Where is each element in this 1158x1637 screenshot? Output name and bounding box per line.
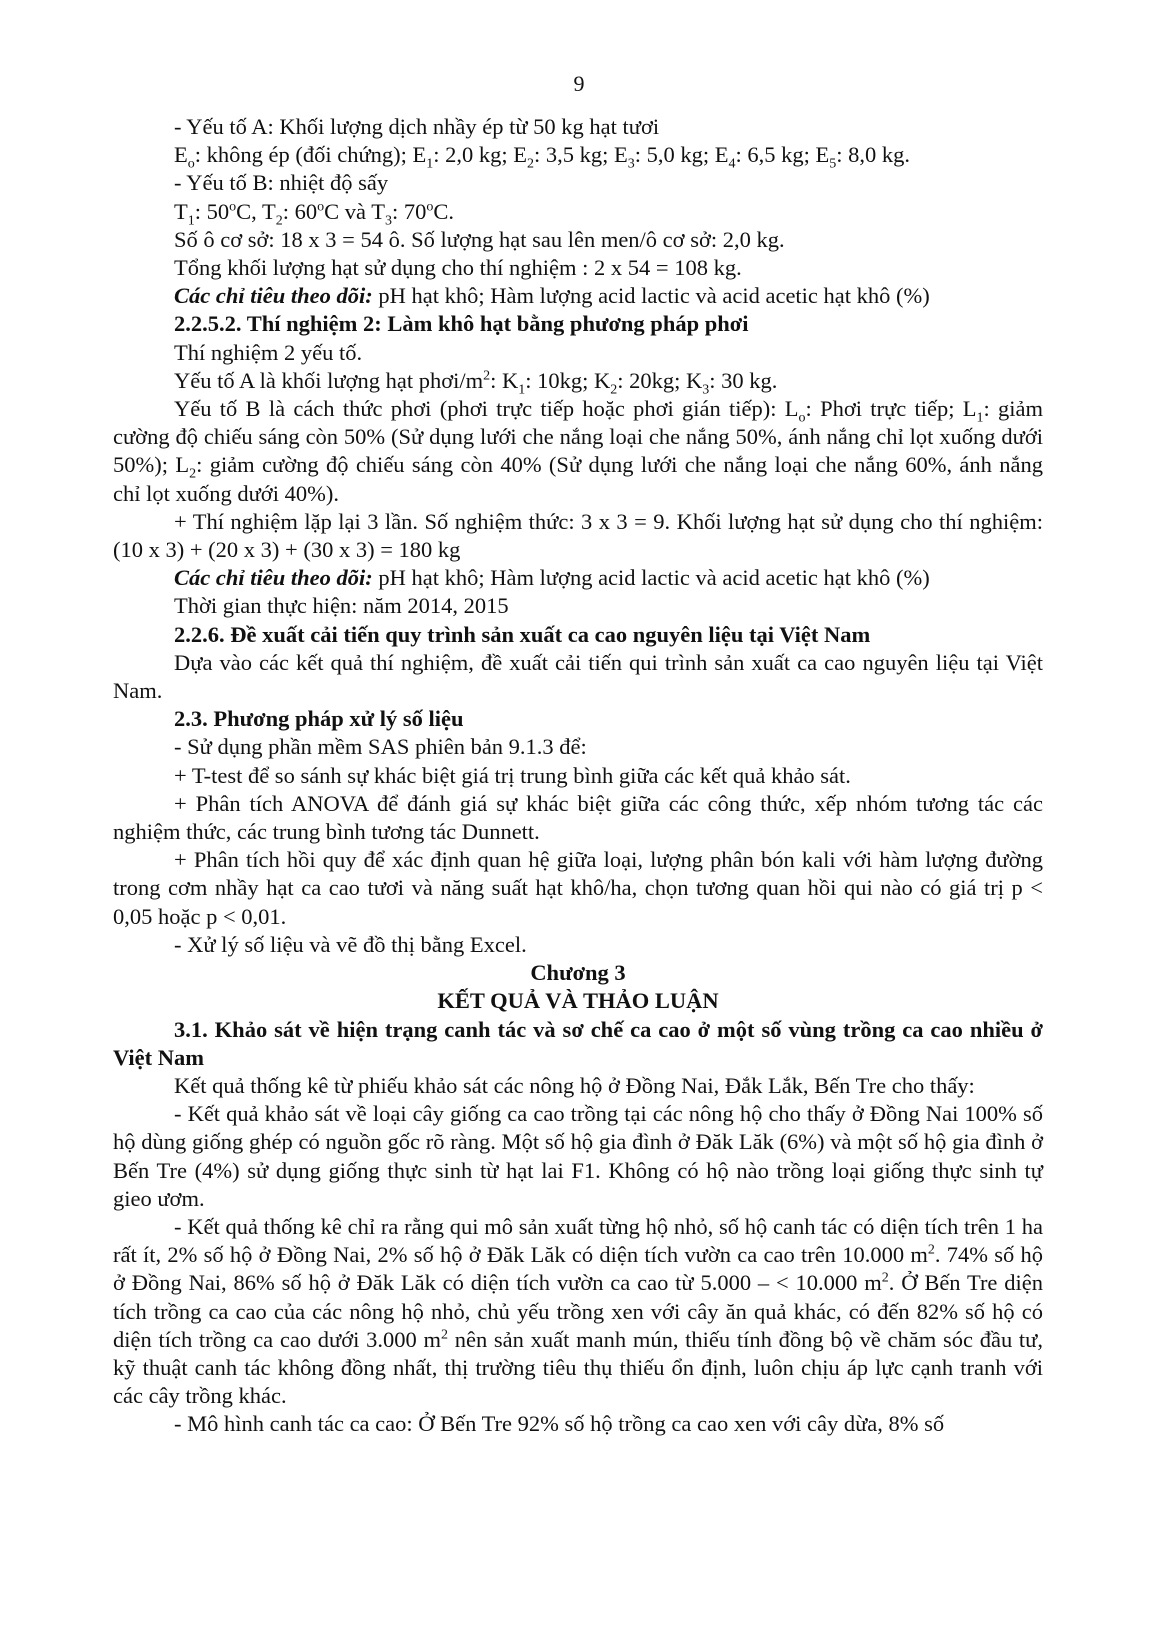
experiment-2-line: Thí nghiệm 2 yếu tố.: [174, 339, 363, 365]
survey-intro-paragraph: Kết quả thống kê từ phiếu khảo sát các nông hộ ở Đồng Nai, Đắk Lắk, Bến Tre cho thấy:: [174, 1072, 975, 1098]
farming-model-line: - Mô hình canh tác ca cao: Ở Bến Tre 92% số hộ trồng ca cao xen với cây dừa, 8% số: [174, 1411, 945, 1437]
time-line: Thời gian thực hiện: năm 2014, 2015: [174, 593, 509, 619]
anova-paragraph: + Phân tích ANOVA để đánh giá sự khác biệt giữa các công thức, xếp nhóm tương tác các nghiệm thức, các trung bình tương tác Dunnett.: [113, 790, 1043, 845]
ttest-line: + T-test để so sánh sự khác biệt giá trị trung bình giữa các kết quả khảo sát.: [174, 762, 851, 788]
total-mass-line: Tổng khối lượng hạt sử dụng cho thí nghiệm : 2 x 54 = 108 kg.: [174, 255, 742, 281]
page-body: [113, 113, 1043, 1439]
heading-2-2-5-2: 2.2.5.2. Thí nghiệm 2: Làm khô hạt bằng phương pháp phơi: [174, 311, 749, 337]
chapter-label: Chương 3: [530, 960, 626, 986]
heading-3-1: 3.1. Khảo sát về hiện trạng canh tác và sơ chế ca cao ở một số vùng trồng ca cao nhiều ở Việt Nam: [113, 1016, 1043, 1070]
factor-a-line: - Yếu tố A: Khối lượng dịch nhầy ép từ 50 kg hạt tươi: [174, 114, 660, 139]
factor-b-drying-paragraph: Yếu tố B là cách thức phơi (phơi trực tiếp hoặc phơi gián tiếp): $L_o$: Phơi trực tiếp; $L_1$: giảm cường độ chiếu sáng còn 50% (Sử dụng lưới che nắng loại che nắng 50%, ánh nắng chỉ lọt xuống dưới 50%); $L_2$: giảm cường độ chiếu sáng còn 40% (Sử dụng lưới che nắng loại che nắng 60%, ánh nắng chỉ lọt xuống dưới 40%).: [113, 396, 1044, 506]
excel-line: - Xử lý số liệu và vẽ đồ thị bằng Excel.: [174, 931, 527, 957]
e-levels-line: $E_o$: không ép (đối chứng); $E_1$: 2,0 kg; $E_2$: 3,5 kg; $E_3$: 5,0 kg; $E_4$: 6,5 kg; $E_5$: 8,0 kg.: [174, 142, 911, 172]
heading-2-3: 2.3. Phương pháp xử lý số liệu: [174, 706, 464, 732]
regression-paragraph: + Phân tích hồi quy để xác định quan hệ giữa loại, lượng phân bón kali với hàm lượng đường trong cơm nhầy hạt ca cao tươi và năng suất hạt khô/ha, chọn tương quan hồi qui nào có giá trị p < 0,05 hoặc p < 0,01.: [113, 847, 1043, 929]
factor-a-drying-line: Yếu tố A là khối lượng hạt phơi/$m^2$: $K_1$: 10kg; $K_2$: 20kg; $K_3$: 30 kg.: [174, 367, 778, 398]
indicators-line-2: Các chỉ tiêu theo dõi: pH hạt khô; Hàm lượng acid lactic và acid acetic hạt khô (%): [174, 565, 930, 591]
replication-paragraph: + Thí nghiệm lặp lại 3 lần. Số nghiệm thức: 3 x 3 = 9. Khối lượng hạt sử dụng cho thí nghiệm: (10 x 3) + (20 x 3) + (30 x 3) = 180 kg: [113, 508, 1043, 563]
scale-paragraph: - Kết quả thống kê chỉ ra rằng qui mô sản xuất từng hộ nhỏ, số hộ canh tác có diện tích trên 1 ha rất ít, 2% số hộ ở Đồng Nai, 2% số hộ ở Đăk Lăk có diện tích vườn ca cao trên 10.000 $m^2$. 74% số hộ ở Đồng Nai, 86% số hộ ở Đăk Lăk có diện tích vườn ca cao từ 5.000 – < 10.000 $m^2$. Ở Bến Tre diện tích trồng ca cao của các nông hộ nhỏ, chủ yếu trồng xen với cây ăn quả khác, có đến 82% số hộ có diện tích trồng ca cao dưới 3.000 $m^2$ nên sản xuất manh mún, thiếu tính đồng bộ về chăm sóc đầu tư, kỹ thuật canh tác không đồng nhất, thị trường tiêu thụ thiếu ổn định, luôn chịu áp lực cạnh tranh với các cây trồng khác.: [113, 1213, 1044, 1409]
heading-2-2-6: 2.2.6. Đề xuất cải tiến quy trình sản xuất ca cao nguyên liệu tại Việt Nam: [174, 621, 871, 647]
sas-line: - Sử dụng phần mềm SAS phiên bản 9.1.3 để:: [174, 734, 587, 760]
seedling-paragraph: - Kết quả khảo sát về loại cây giống ca cao trồng tại các nông hộ cho thấy ở Đồng Nai 100% số hộ dùng giống ghép có nguồn gốc rõ ràng. Một số hộ gia đình ở Đăk Lăk (6%) và một số hộ gia đình ở Bến Tre (4%) sử dụng giống thực sinh từ hạt lai F1. Không có hộ nào trồng loại giống thực sinh tự gieo ươm.: [113, 1101, 1043, 1211]
factor-b-line: - Yếu tố B: nhiệt độ sấy: [174, 170, 389, 196]
t-levels-line: $T_1$: 50$^o$C, $T_2$: 60$^o$C và $T_3$: 70$^o$C.: [174, 198, 455, 229]
indicators-line: Các chỉ tiêu theo dõi: pH hạt khô; Hàm lượng acid lactic và acid acetic hạt khô (%): [174, 283, 930, 309]
plot-count-line: Số ô cơ sở: 18 x 3 = 54 ô. Số lượng hạt sau lên men/ô cơ sở: 2,0 kg.: [174, 226, 785, 252]
chapter-title: KẾT QUẢ VÀ THẢO LUẬN: [437, 988, 719, 1014]
proposal-paragraph: Dựa vào các kết quả thí nghiệm, đề xuất cải tiến qui trình sản xuất ca cao nguyên liệu tại Việt Nam.: [113, 649, 1043, 704]
page-number: 9: [573, 71, 585, 96]
